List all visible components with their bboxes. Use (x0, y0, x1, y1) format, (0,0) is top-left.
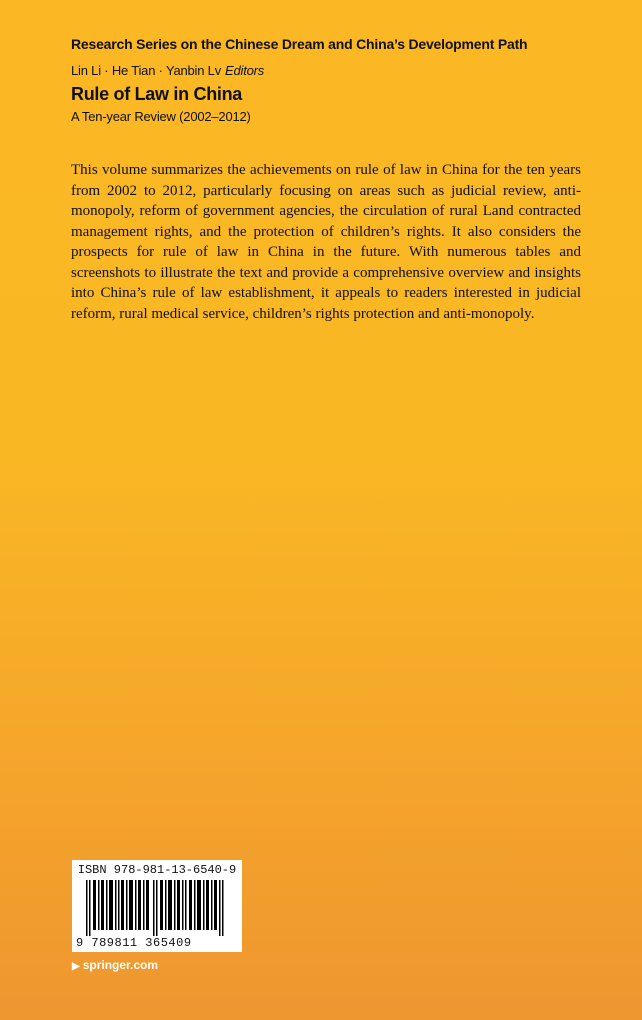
editor-names: Lin Li · He Tian · Yanbin Lv (71, 63, 222, 78)
editors-line (71, 63, 264, 78)
publisher-url: springer.com (82, 958, 159, 972)
book-subtitle: A Ten-year Review (2002–2012) (71, 109, 251, 124)
series-title: Research Series on the Chinese Dream and China’s Development Path (71, 36, 528, 52)
barcode-panel (72, 860, 242, 952)
barcode-icon (86, 880, 228, 936)
editors-role: Editors (225, 63, 265, 78)
publisher-link[interactable] (72, 958, 158, 972)
isbn-label: ISBN 978-981-13-6540-9 (77, 863, 237, 877)
triangle-right-icon: ▶ (72, 961, 80, 972)
book-description: This volume summarizes the achievements on rule of law in China for the ten years from 2002 to 2012, particularly focusing on areas such as judicial review, anti-monopoly, reform of government agencies, the circulation of rural Land contracted management rights, and the protection of children’s rights. It also considers the prospects for rule of law in China in the future. With numerous tables and screenshots to illustrate the text and provide a comprehensive overview and insights into China’s rule of law establishment, it appeals to readers interested in judicial reform, rural medical service, children’s rights protection and anti-monopoly. (71, 162, 581, 322)
book-title: Rule of Law in China (71, 84, 243, 104)
barcode-digits: 9 789811 365409 (76, 936, 192, 950)
